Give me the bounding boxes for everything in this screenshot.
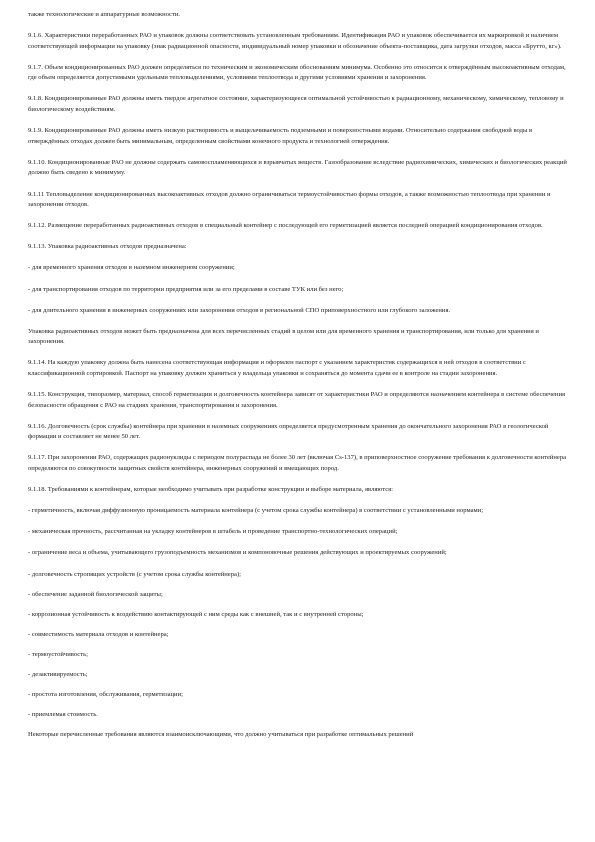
list-item-compatibility: - совместимость материала отходов и контейнера; bbox=[28, 630, 169, 638]
list-item-transport: - для транспортирования отходов по территории предприятия или за его пределами в составе ТУК или без него; bbox=[28, 285, 344, 293]
list-item-tightness: - герметичность, включая диффузионную проницаемость материала контейнера (с учетом срока службы контейнера) в соответствии с установленными нормами; bbox=[28, 507, 484, 515]
paragraph-9-1-14: 9.1.14. На каждую упаковку должна быть нанесена соответствующая информация и оформлен паспорт с указанием характеристик содержащихся в ней отходов в соответствии с классификационной сортировкой. Паспорт на упаковку должен храниться у владельца упаковки и сохраняться до момента сдачи ее в контроле на стадии захоронения. bbox=[28, 359, 526, 377]
paragraph-9-1-9: 9.1.9. Кондиционированные РАО должны иметь низкую растворимость и выщелачиваемость подземными и поверхностными водами. Относительно содержания свободной воды в отверждённых отходах должен быть минимальным, определенным свойствами конечного продукта и технологией отверждения. bbox=[28, 127, 533, 145]
list-item-weight-volume: - ограничение веса и объема, учитывающего грузоподъемность механизмов и компоновочные решения действующих и проектируемых сооружений; bbox=[28, 549, 447, 557]
paragraph-9-1-13: 9.1.13. Упаковка радиоактивных отходов предназначена: bbox=[28, 243, 187, 251]
list-item-temporary-storage: - для временного хранения отходов в наземном инженерном сооружении; bbox=[28, 264, 235, 272]
list-item-decontamination: - дезактивируемость; bbox=[28, 670, 88, 678]
paragraph-9-1-18: 9.1.18. Требованиями к контейнерам, которые необходимо учитывать при разработке конструкции и выборе материала, являются: bbox=[28, 486, 393, 494]
paragraph-9-1-16: 9.1.16. Долговечность (срок службы) контейнера при хранении в наземных сооружениях определяется предусмотренным хранения до окончательного захоронения РАО в геологической формации и составляет не менее 50 лет. bbox=[28, 422, 549, 441]
paragraph-9-1-7: 9.1.7. Объем кондиционированных РАО должен определяться по техническим и экономическим обоснованиям минимума. Особенно это относится к отверждённым высокоактивным отходам, где объем определяется допустимыми удельными тепловыделениями, условиями теплоотвода и другими условиями хранения и захоронения. bbox=[28, 63, 566, 82]
list-item-thermal-resistance: - термоустойчивость; bbox=[28, 650, 88, 658]
paragraph-package-purpose: Упаковка радиоактивных отходов может быть предназначена для всех перечисленных стадий в целом или для временного хранения и транспортирования, или только для хранения и захоронения. bbox=[28, 327, 539, 346]
paragraph-9-1-8: 9.1.8. Кондиционированные РАО должны иметь твердое агрегатное состояние, характеризующееся оптимальной устойчивостью к радиационному, механическому, химическому, тепловому и биологическому воздействиям. bbox=[28, 95, 564, 114]
paragraph-9-1-12: 9.1.12. Размещение переработанных радиоактивных отходов в специальный контейнер с последующей его герметизацией является последней операцией кондиционирования отходов. bbox=[28, 222, 543, 230]
paragraph-intro-tail: также технологические и аппаратурные возможности. bbox=[28, 11, 181, 18]
list-item-slinging-durability: - долговечность стропящих устройств (с учетом срока службы контейнера); bbox=[28, 570, 241, 578]
paragraph-9-1-11: 9.1.11 Тепловыделение кондиционированных высокоактивных отходов должно ограничиваться термоустойчивостью формы отходов, а также возможностью теплоотвода при хранении и захоронении отходов. bbox=[28, 190, 551, 209]
paragraph-9-1-6: 9.1.6. Характеристики переработанных РАО и упаковок должны соответствовать установленным требованиям. Идентификация РАО и упаковок обеспечивается их маркировкой и наличием соответствующей информации на упаковку (знак радиационной опасности, индивидуальный номер упаковки и обозначение объекта-поставщика, дата загрузки отходов, масса «Брутто, кг»). bbox=[28, 32, 562, 50]
paragraph-9-1-10: 9.1.10. Кондиционированные РАО не должны содержать самовоспламеняющихся и взрывчатых веществ. Газообразование вследствие радиохимических, химических и биологических реакций должно быть сведено к минимуму. bbox=[28, 158, 567, 177]
list-item-simplicity: - простота изготовления, обслуживания, герметизации; bbox=[28, 691, 183, 699]
list-item-bio-shielding: - обеспечение заданной биологической защиты; bbox=[28, 590, 163, 598]
list-item-cost: - приемлемая стоимость. bbox=[28, 711, 98, 719]
paragraph-9-1-17: 9.1.17. При захоронении РАО, содержащих радионуклиды с периодом полураспада не более 30 лет (включая Cs-137), в приповерхностное сооружение требования к долговечности контейнера определяются по совокупности защитных свойств контейнера, инженерных сооружений и вмещающих пород. bbox=[28, 454, 567, 473]
list-item-long-term-storage: - для длительного хранения в инженерных сооружениях или захоронения отходов в региональной СПО приповерхностного или глубокого заложения. bbox=[28, 306, 451, 314]
paragraph-9-1-15: 9.1.15. Конструкция, типоразмер, материал, способ герметизации и долговечность контейнера зависят от характеристики РАО и определяются назначением контейнера в системе обеспечения безопасности обращения с РАО на стадиях хранения, транспортирования и захоронения. bbox=[28, 391, 566, 409]
list-item-corrosion: - коррозионная устойчивость к воздействию контактирующей с ним среды как с внешней, так и с внутренней стороны; bbox=[28, 610, 364, 618]
paragraph-closing: Некоторые перечисленные требования являются взаимоисключающими, что должно учитываться при разработке оптимальных решений bbox=[28, 731, 414, 739]
list-item-strength: - механическая прочность, рассчитанная на укладку контейнеров в штабель и проведение транспортно-технологических операций; bbox=[28, 528, 398, 536]
